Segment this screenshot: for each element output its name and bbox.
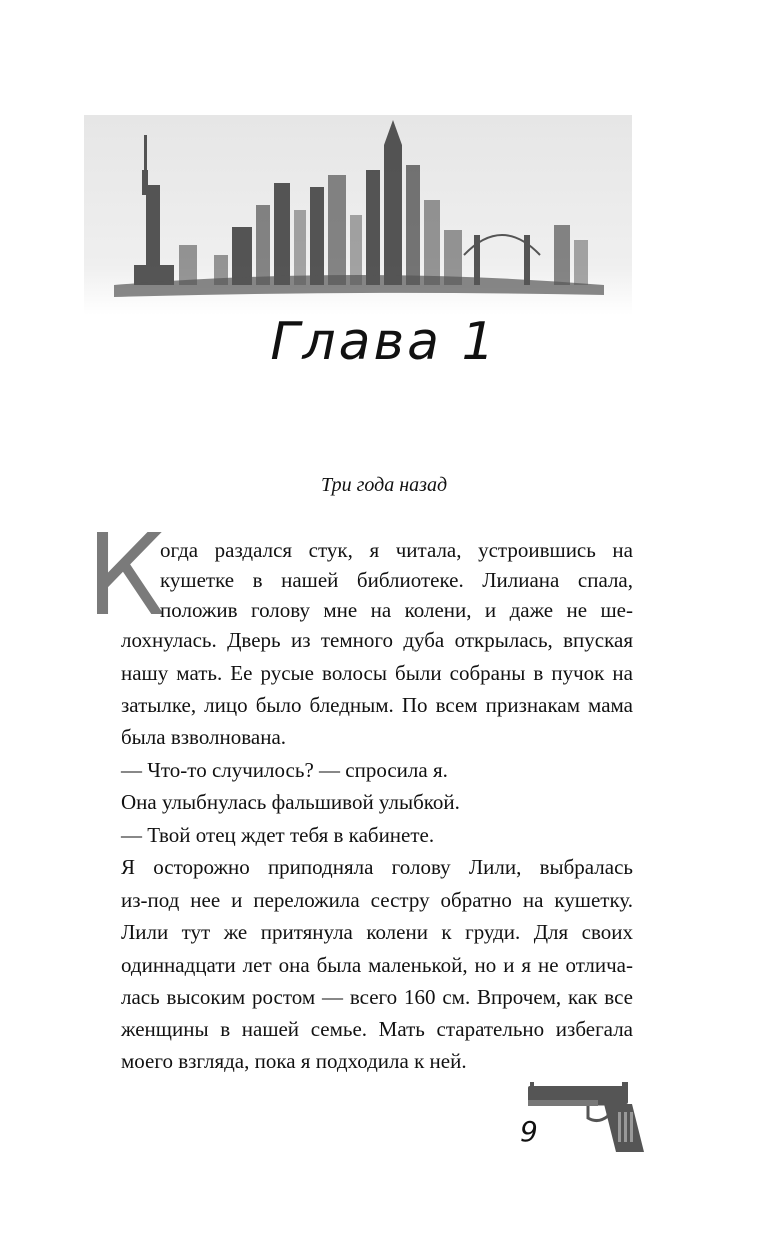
text-line: из-под нее и переложила сестру обратно на кушетку.: [121, 888, 633, 912]
text-line: затылке, лицо было бледным. По всем признакам мама: [121, 693, 633, 717]
text-line: лась высоким ростом — всего 160 см. Впрочем, как все: [121, 985, 633, 1009]
text-line: положив голову мне на колени, и даже не ше-: [160, 598, 633, 622]
text-line: нашу мать. Ее русые волосы были собраны в пучок на: [121, 661, 633, 685]
drop-cap: К: [86, 511, 166, 641]
text-line: Я осторожно приподняла голову Лили, выбралась: [121, 855, 633, 879]
city-skyline-watercolor-icon: [84, 115, 632, 330]
text-line: — Что-то случилось? — спросила я.: [121, 758, 448, 782]
text-line: лохнулась. Дверь из темного дуба открылась, впуская: [121, 628, 633, 652]
text-line: моего взгляда, пока я подходила к ней.: [121, 1049, 467, 1073]
page-number: 9: [520, 1115, 538, 1148]
text-line: одиннадцати лет она была маленькой, но и я не отлича-: [121, 953, 633, 977]
text-line: Лили тут же притянула колени к груди. Для своих: [121, 920, 633, 944]
text-line: кушетке в нашей библиотеке. Лилиана спала,: [160, 568, 633, 592]
pistol-icon: [528, 1078, 646, 1156]
text-line: — Твой отец ждет тебя в кабинете.: [121, 823, 435, 847]
text-line: Она улыбнулась фальшивой улыбкой.: [121, 790, 460, 814]
chapter-title: Глава 1: [270, 312, 498, 372]
text-line: была взволнована.: [121, 725, 287, 749]
chapter-subtitle: Три года назад: [320, 474, 448, 496]
text-line: огда раздался стук, я читала, устроившись на: [160, 538, 633, 562]
text-line: женщины в нашей семье. Мать старательно избегала: [121, 1017, 633, 1041]
